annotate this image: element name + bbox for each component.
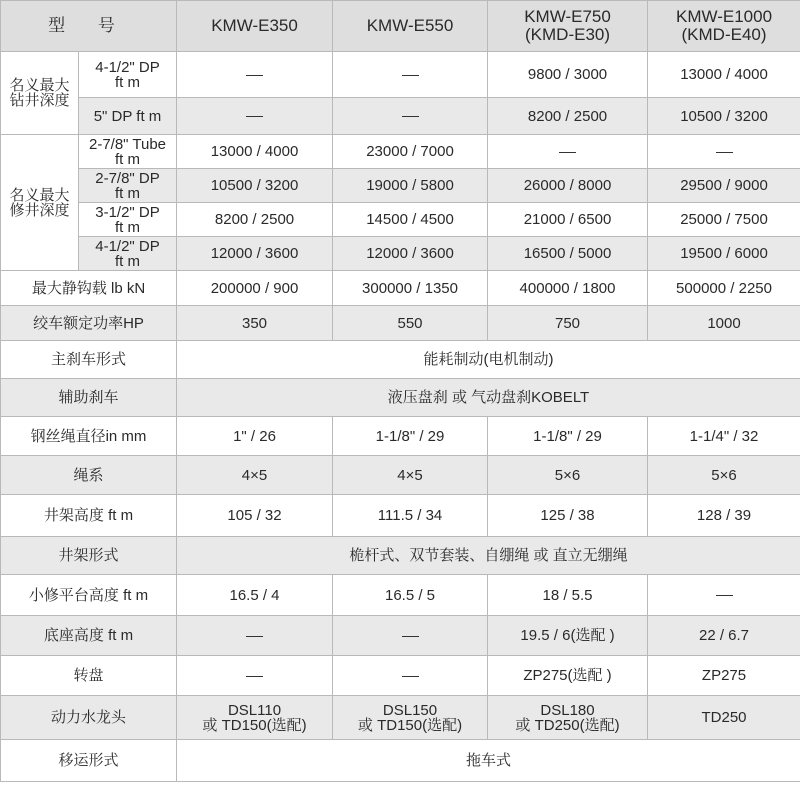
mast-height-value: 128 / 39 [648, 495, 800, 537]
string-up-label: 绳系 [1, 456, 177, 495]
workover-pipe-label: 2-7/8" Tube ft m [79, 135, 177, 169]
wire-rope-value: 1-1/4" / 32 [648, 417, 800, 456]
dash-mark [559, 152, 576, 153]
platform-height-value: 18 / 5.5 [488, 575, 648, 616]
wire-rope-row [1, 417, 800, 456]
workover-pipe-label: 3-1/2" DP ft m [79, 203, 177, 237]
dash-mark [716, 595, 733, 596]
mast-height-label: 井架高度 ft m [1, 495, 177, 537]
transport-label: 移运形式 [1, 740, 177, 782]
platform-height-value [648, 575, 800, 616]
header-row [1, 1, 800, 52]
dash-mark [402, 75, 419, 76]
workover-value: 23000 / 7000 [333, 135, 488, 169]
workover-value: 8200 / 2500 [177, 203, 333, 237]
workover-value: 13000 / 4000 [177, 135, 333, 169]
power-swivel-value: DSL110 或 TD150(选配) [177, 696, 333, 740]
string-up-row [1, 456, 800, 495]
workover-depth-row [1, 203, 800, 237]
aux-brake-row [1, 379, 800, 417]
drill-value: 10500 / 3200 [648, 98, 800, 135]
rotary-table-row [1, 656, 800, 696]
dash-mark [246, 75, 263, 76]
rotary-table-value: ZP275(选配 ) [488, 656, 648, 696]
drilling-depth-label: 名义最大 钻井深度 [1, 52, 79, 135]
dash-mark [402, 636, 419, 637]
rotary-table-value [177, 656, 333, 696]
workover-depth-row [1, 135, 800, 169]
wire-rope-value: 1-1/8" / 29 [333, 417, 488, 456]
model-header-kmw-e750: KMW-E750 (KMD-E30) [488, 1, 648, 52]
platform-height-row [1, 575, 800, 616]
mast-height-value: 111.5 / 34 [333, 495, 488, 537]
drill-value [177, 98, 333, 135]
model-header-kmw-e1000: KMW-E1000 (KMD-E40) [648, 1, 800, 52]
dash-mark [402, 676, 419, 677]
power-swivel-label: 动力水龙头 [1, 696, 177, 740]
aux-brake-value: 液压盘刹 或 气动盘刹KOBELT [177, 379, 800, 417]
workover-value: 16500 / 5000 [488, 237, 648, 271]
workover-depth-row [1, 169, 800, 203]
workover-value: 19500 / 6000 [648, 237, 800, 271]
drawworks-power-value: 350 [177, 306, 333, 341]
power-swivel-value: DSL180 或 TD250(选配) [488, 696, 648, 740]
hook-load-value: 200000 / 900 [177, 271, 333, 306]
workover-value: 25000 / 7500 [648, 203, 800, 237]
model-header-kmw-e350: KMW-E350 [177, 1, 333, 52]
mast-type-label: 井架形式 [1, 537, 177, 575]
workover-value: 21000 / 6500 [488, 203, 648, 237]
drill-value: 8200 / 2500 [488, 98, 648, 135]
workover-pipe-label: 2-7/8" DP ft m [79, 169, 177, 203]
drawworks-power-label: 绞车额定功率HP [1, 306, 177, 341]
string-up-value: 5×6 [648, 456, 800, 495]
dash-mark [246, 676, 263, 677]
rotary-table-label: 转盘 [1, 656, 177, 696]
rotary-table-value: ZP275 [648, 656, 800, 696]
string-up-value: 5×6 [488, 456, 648, 495]
substructure-height-label: 底座高度 ft m [1, 616, 177, 656]
platform-height-label: 小修平台高度 ft m [1, 575, 177, 616]
drill-value [177, 52, 333, 98]
hook-load-value: 400000 / 1800 [488, 271, 648, 306]
workover-depth-label: 名义最大 修井深度 [1, 135, 79, 271]
drawworks-power-row [1, 306, 800, 341]
aux-brake-label: 辅助刹车 [1, 379, 177, 417]
workover-pipe-label: 4-1/2" DP ft m [79, 237, 177, 271]
drill-pipe-label: 5" DP ft m [79, 98, 177, 135]
power-swivel-row [1, 696, 800, 740]
drill-value [333, 52, 488, 98]
transport-row [1, 740, 800, 782]
hook-load-row [1, 271, 800, 306]
drawworks-power-value: 550 [333, 306, 488, 341]
model-label-header: 型 号 [1, 1, 177, 52]
mast-type-row [1, 537, 800, 575]
main-brake-row [1, 341, 800, 379]
drill-pipe-label: 4-1/2" DP ft m [79, 52, 177, 98]
substructure-height-value: 19.5 / 6(选配 ) [488, 616, 648, 656]
wire-rope-value: 1" / 26 [177, 417, 333, 456]
model-header-kmw-e550: KMW-E550 [333, 1, 488, 52]
drilling-depth-row [1, 52, 800, 98]
workover-value [648, 135, 800, 169]
workover-depth-row [1, 237, 800, 271]
string-up-value: 4×5 [333, 456, 488, 495]
dash-mark [246, 636, 263, 637]
mast-height-value: 125 / 38 [488, 495, 648, 537]
string-up-value: 4×5 [177, 456, 333, 495]
power-swivel-value: TD250 [648, 696, 800, 740]
platform-height-value: 16.5 / 4 [177, 575, 333, 616]
transport-value: 拖车式 [177, 740, 800, 782]
drawworks-power-value: 1000 [648, 306, 800, 341]
main-brake-label: 主刹车形式 [1, 341, 177, 379]
wire-rope-label: 钢丝绳直径in mm [1, 417, 177, 456]
dash-mark [246, 116, 263, 117]
hook-load-value: 300000 / 1350 [333, 271, 488, 306]
dash-mark [402, 116, 419, 117]
workover-value: 29500 / 9000 [648, 169, 800, 203]
hook-load-value: 500000 / 2250 [648, 271, 800, 306]
mast-type-value: 桅杆式、双节套装、自绷绳 或 直立无绷绳 [177, 537, 800, 575]
mast-height-value: 105 / 32 [177, 495, 333, 537]
substructure-height-value [333, 616, 488, 656]
drilling-depth-row [1, 98, 800, 135]
workover-value [488, 135, 648, 169]
power-swivel-value: DSL150 或 TD150(选配) [333, 696, 488, 740]
workover-value: 14500 / 4500 [333, 203, 488, 237]
workover-value: 19000 / 5800 [333, 169, 488, 203]
rotary-table-value [333, 656, 488, 696]
wire-rope-value: 1-1/8" / 29 [488, 417, 648, 456]
substructure-height-value: 22 / 6.7 [648, 616, 800, 656]
workover-value: 12000 / 3600 [177, 237, 333, 271]
drill-value: 13000 / 4000 [648, 52, 800, 98]
platform-height-value: 16.5 / 5 [333, 575, 488, 616]
drill-value [333, 98, 488, 135]
hook-load-label: 最大静钩载 lb kN [1, 271, 177, 306]
substructure-height-row [1, 616, 800, 656]
workover-value: 12000 / 3600 [333, 237, 488, 271]
drill-value: 9800 / 3000 [488, 52, 648, 98]
main-brake-value: 能耗制动(电机制动) [177, 341, 800, 379]
mast-height-row [1, 495, 800, 537]
drawworks-power-value: 750 [488, 306, 648, 341]
substructure-height-value [177, 616, 333, 656]
workover-value: 10500 / 3200 [177, 169, 333, 203]
dash-mark [716, 152, 733, 153]
workover-value: 26000 / 8000 [488, 169, 648, 203]
